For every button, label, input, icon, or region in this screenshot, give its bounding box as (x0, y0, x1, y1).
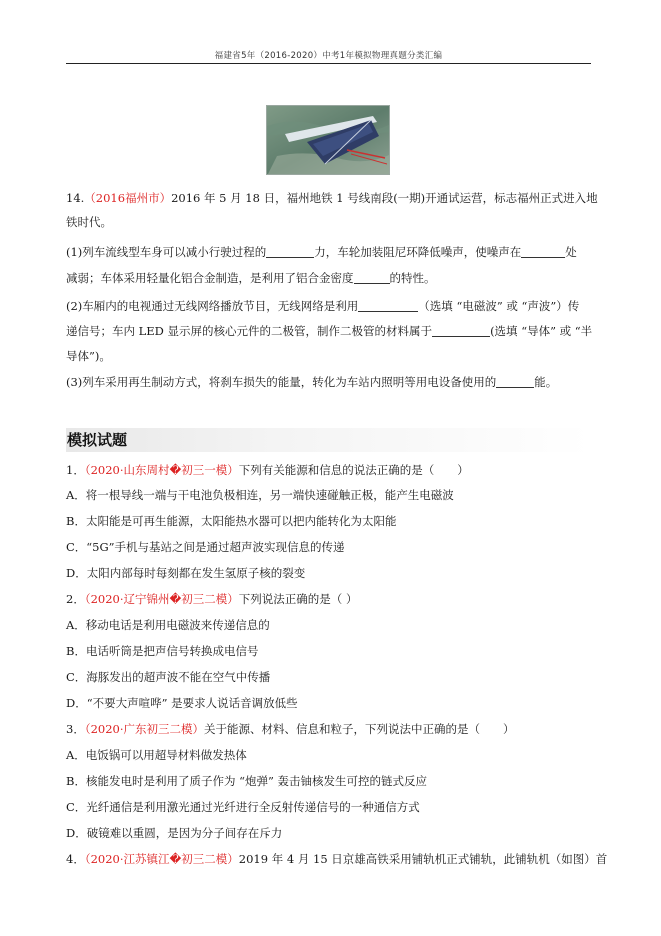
mock-question-3-stem (66, 721, 515, 738)
question-source: （2020·江苏镇江�初三二模） (84, 852, 239, 866)
option-c[interactable]: C．光纤通信是利用激光通过光纤进行全反射传递信号的一种通信方式 (66, 800, 420, 814)
question-stem: 2016 年 5 月 18 日，福州地铁 1 号线南段(一期)开通试运营，标志福州正式进入地 (171, 191, 598, 205)
text: (2)车厢内的电视通过无线网络播放节目，无线网络是利用 (66, 299, 359, 313)
answer-blank[interactable] (358, 300, 418, 312)
mock-question-2-stem (66, 591, 357, 608)
question-14-part2-line2 (66, 323, 592, 340)
question-stem: 下列说法正确的是（ ） (238, 592, 358, 606)
question-14-part3 (66, 374, 557, 391)
answer-blank[interactable] (521, 246, 565, 258)
section-title: 模拟试题 (66, 428, 591, 452)
question-number: 2． (66, 592, 85, 606)
option-a[interactable]: A．移动电话是利用电磁波来传递信息的 (66, 618, 270, 632)
option-b[interactable]: B．太阳能是可再生能源，太阳能热水器可以把内能转化为太阳能 (66, 514, 397, 528)
mock-question-1-stem (66, 462, 469, 479)
text: （选填 “电磁波” 或 “声波”）传 (418, 299, 580, 313)
page-header: 福建省5年（2016-2020）中考1年模拟物理真题分类汇编 (214, 51, 443, 61)
question-number: 4． (66, 852, 85, 866)
option-d[interactable]: D．破镜难以重圆，是因为分子间存在斥力 (66, 826, 283, 840)
option-c[interactable]: C．“5G”手机与基站之间是通过超声波实现信息的传递 (66, 540, 345, 554)
text: 能。 (534, 375, 558, 389)
text: (选填 “导体” 或 “半 (490, 324, 593, 338)
mock-question-4-stem (66, 851, 607, 868)
question-source: （2020·辽宁锦州�初三二模） (84, 592, 239, 606)
question-stem: 下列有关能源和信息的说法正确的是（ ） (238, 463, 469, 477)
solar-airplane-photo (266, 105, 390, 175)
question-number: 14. (66, 191, 85, 205)
question-source: （2020·山东周村�初三一模） (84, 463, 239, 477)
question-14-part1-line2 (66, 270, 436, 287)
option-b[interactable]: B．核能发电时是利用了质子作为 “炮弹” 轰击铀核发生可控的链式反应 (66, 774, 428, 788)
option-d[interactable]: D．“不要大声喧哗” 是要求人说话音调放低些 (66, 696, 298, 710)
text: 递信号；车内 LED 显示屏的核心元件的二极管，制作二极管的材料属于 (66, 324, 433, 338)
answer-blank[interactable] (266, 246, 314, 258)
question-number: 3． (66, 722, 85, 736)
question-14-part2-line1 (66, 298, 579, 315)
answer-blank[interactable] (496, 376, 534, 388)
text: (3)列车采用再生制动方式，将刹车损失的能量，转化为车站内照明等用电设备使用的 (66, 375, 497, 389)
question-stem: 2019 年 4 月 15 日京雄高铁采用铺轨机正式铺轨，此铺轨机（如图）首 (238, 852, 608, 866)
question-14-part1-line1 (66, 244, 577, 261)
option-d[interactable]: D．太阳内部每时每刻都在发生氢原子核的裂变 (66, 566, 306, 580)
text: 力，车轮加装阻尼环降低噪声，使噪声在 (314, 245, 522, 259)
header-rule (66, 63, 591, 64)
text: 减弱；车体采用轻量化铝合金制造，是利用了铝合金密度 (66, 271, 354, 285)
question-source: （2020·广东初三二模） (84, 722, 204, 736)
answer-blank[interactable] (432, 325, 490, 337)
text: 处 (565, 245, 577, 259)
option-a[interactable]: A．电饭锅可以用超导材料做发热体 (66, 748, 247, 762)
option-a[interactable]: A．将一根导线一端与干电池负极相连，另一端快速碰触正极，能产生电磁波 (66, 488, 454, 502)
question-stem: 关于能源、材料、信息和粒子，下列说法中正确的是（ ） (204, 722, 515, 736)
text: 的特性。 (389, 271, 436, 285)
question-number: 1． (66, 463, 85, 477)
question-14-part2-line3: 导体”)。 (66, 349, 111, 363)
question-14-line2: 铁时代。 (66, 215, 112, 229)
text: (1)列车流线型车身可以减小行驶过程的 (66, 245, 267, 259)
option-c[interactable]: C．海豚发出的超声波不能在空气中传播 (66, 670, 271, 684)
option-b[interactable]: B．电话听筒是把声信号转换成电信号 (66, 644, 259, 658)
answer-blank[interactable] (354, 272, 390, 284)
question-source: （2016福州市） (84, 191, 172, 205)
question-14-line1 (66, 190, 598, 207)
